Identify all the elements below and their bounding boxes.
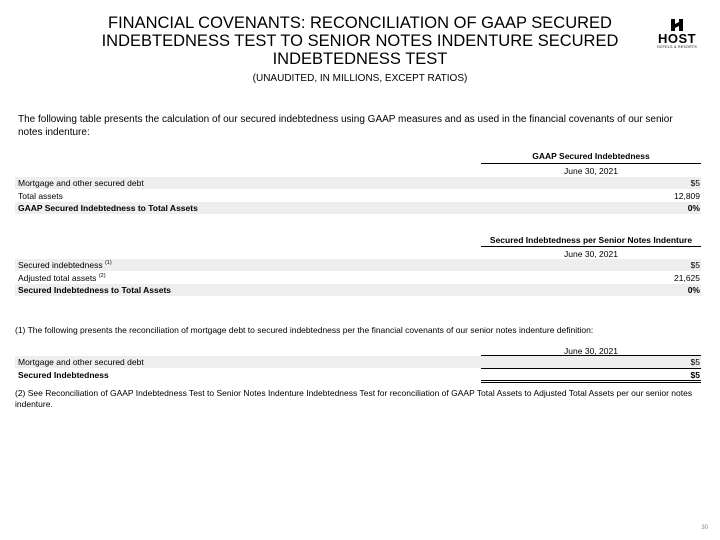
row-value: 21,625 xyxy=(674,273,700,283)
table-row-total xyxy=(15,202,701,214)
footnote-marker: (1) xyxy=(104,260,112,266)
row-value: 0% xyxy=(687,203,700,213)
row-value: 0% xyxy=(687,285,700,295)
page-subtitle: (UNAUDITED, IN MILLIONS, EXCEPT RATIOS) xyxy=(252,73,468,84)
table-row xyxy=(15,356,701,368)
logo-wordmark: HOST xyxy=(657,31,697,46)
title-line-3: INDEBTEDNESS TEST xyxy=(272,50,448,68)
page-number: 30 xyxy=(701,525,708,531)
row-value: $5 xyxy=(690,370,700,380)
intro-paragraph: The following table presents the calculation of our secured indebtedness using GAAP measures and as used in the financial covenants of our senior notes indenture: xyxy=(18,114,673,138)
row-value: $5 xyxy=(690,178,700,188)
page-title xyxy=(90,14,630,68)
table-row xyxy=(15,272,701,284)
footnote-2: (2) See Reconciliation of GAAP Indebtedness Test to Senior Notes Indenture Indebtedness Test for reconciliation of GAAP Total Assets to Adjusted Total Assets per our senior notes indenture. xyxy=(15,388,693,409)
table-row xyxy=(15,190,701,202)
row-value: 12,809 xyxy=(674,191,700,201)
table1-period: June 30, 2021 xyxy=(481,163,701,176)
row-label: Secured Indebtedness xyxy=(18,370,109,380)
double-underline-bottom xyxy=(481,382,701,383)
row-label: Secured Indebtedness to Total Assets xyxy=(18,285,172,295)
row-label: Secured indebtedness $^{(1)}$ xyxy=(18,260,112,270)
row-value: $5 xyxy=(690,357,700,367)
table2-period: June 30, 2021 xyxy=(481,246,701,259)
table2-heading: Secured Indebtedness per Senior Notes Indenture xyxy=(489,235,693,245)
table3-period: June 30, 2021 xyxy=(564,346,618,356)
row-label: Total assets xyxy=(18,191,63,201)
host-logo-icon xyxy=(670,18,684,32)
host-logo xyxy=(652,18,702,50)
divider xyxy=(481,368,701,369)
row-label: Mortgage and other secured debt xyxy=(18,178,144,188)
title-line-1: FINANCIAL COVENANTS: RECONCILIATION OF GAAP SECURED xyxy=(108,14,612,32)
title-line-2: INDEBTEDNESS TEST TO SENIOR NOTES INDENTURE SECURED xyxy=(101,32,619,50)
table-row-total xyxy=(15,284,701,296)
row-label: Adjusted total assets $^{(2)}$ xyxy=(18,273,106,283)
row-label: Mortgage and other secured debt xyxy=(18,357,144,367)
logo-tagline: HOTELS & RESORTS xyxy=(657,45,697,49)
row-label: GAAP Secured Indebtedness to Total Assets xyxy=(18,203,198,213)
table-row xyxy=(15,177,701,189)
footnote-1: (1) The following presents the reconciliation of mortgage debt to secured indebtedness per the financial covenants of our senior notes indenture definition: xyxy=(15,325,594,335)
double-underline-top xyxy=(481,380,701,381)
row-value: $5 xyxy=(690,260,700,270)
table-row xyxy=(15,259,701,271)
footnote-marker: (2) xyxy=(98,273,106,279)
table1-heading: GAAP Secured Indebtedness xyxy=(532,151,650,161)
